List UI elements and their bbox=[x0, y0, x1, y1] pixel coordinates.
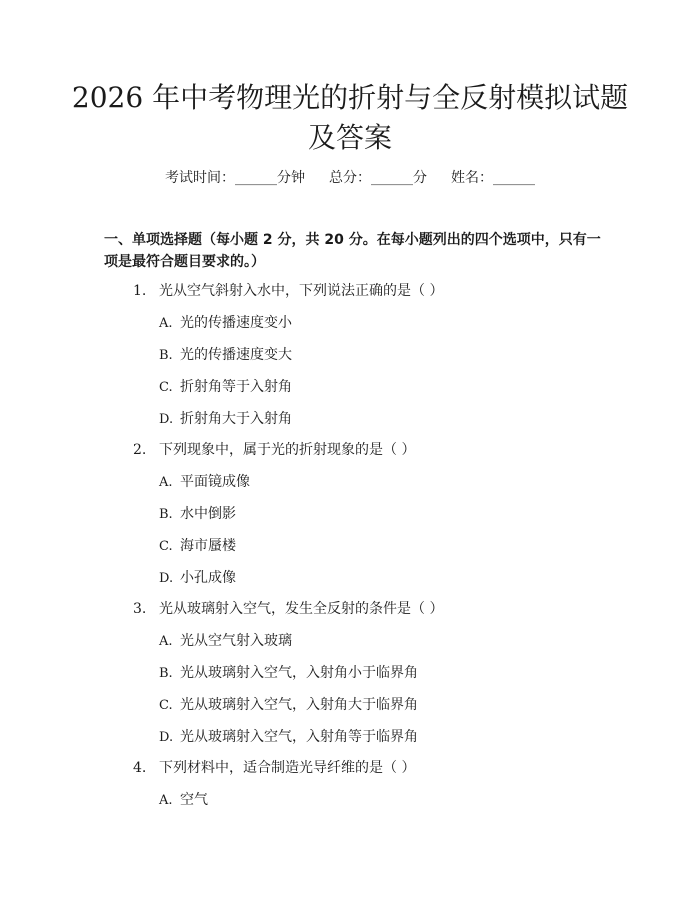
question-3-option-d bbox=[159, 727, 418, 748]
option-text: 水中倒影 bbox=[180, 506, 236, 522]
option-text: 折射角大于入射角 bbox=[180, 411, 292, 427]
option-text: 海市蜃楼 bbox=[180, 538, 236, 554]
total-score-field: 总分：______分 bbox=[329, 170, 427, 186]
question-3-option-b bbox=[159, 663, 418, 684]
option-text: 折射角等于入射角 bbox=[180, 379, 292, 395]
option-letter: D. bbox=[159, 412, 174, 427]
question-text: 光从玻璃射入空气，发生全反射的条件是（ ） bbox=[159, 601, 444, 617]
option-letter: C. bbox=[159, 380, 173, 395]
option-text: 空气 bbox=[180, 792, 208, 808]
question-2 bbox=[133, 440, 415, 460]
question-number: 4. bbox=[133, 760, 147, 776]
question-2-option-a bbox=[159, 472, 250, 493]
question-1-option-b bbox=[159, 345, 292, 366]
question-number: 3. bbox=[133, 601, 147, 617]
option-letter: C. bbox=[159, 698, 173, 713]
question-3 bbox=[133, 599, 443, 619]
option-text: 光从空气射入玻璃 bbox=[180, 633, 292, 649]
question-number: 1. bbox=[133, 283, 147, 299]
option-letter: A. bbox=[159, 475, 173, 490]
question-text: 光从空气斜射入水中，下列说法正确的是（ ） bbox=[159, 283, 444, 299]
option-text: 平面镜成像 bbox=[180, 474, 250, 490]
option-letter: B. bbox=[159, 507, 173, 522]
question-3-option-a bbox=[159, 631, 292, 652]
question-4-option-a bbox=[159, 790, 208, 811]
question-text: 下列材料中，适合制造光导纤维的是（ ） bbox=[159, 760, 416, 776]
section-heading-single-choice: 一、单项选择题（每小题 2 分，共 20 分。在每小题列出的四个选项中，只有一项是最符合题目要求的。） bbox=[104, 232, 601, 270]
question-text: 下列现象中，属于光的折射现象的是（ ） bbox=[159, 442, 416, 458]
option-letter: D. bbox=[159, 730, 174, 745]
option-letter: C. bbox=[159, 539, 173, 554]
option-letter: B. bbox=[159, 666, 173, 681]
question-1-option-d bbox=[159, 409, 292, 430]
question-number: 2. bbox=[133, 442, 147, 458]
question-2-option-d bbox=[159, 568, 236, 589]
option-letter: B. bbox=[159, 348, 173, 363]
question-4 bbox=[133, 758, 415, 778]
option-letter: A. bbox=[159, 634, 173, 649]
option-letter: D. bbox=[159, 571, 174, 586]
question-2-option-b bbox=[159, 504, 236, 525]
option-text: 光的传播速度变大 bbox=[180, 347, 292, 363]
option-text: 光的传播速度变小 bbox=[180, 315, 292, 331]
title-line-1: 2026 年中考物理光的折射与全反射模拟试题 bbox=[71, 81, 629, 114]
document-title bbox=[60, 78, 640, 158]
question-1-option-c bbox=[159, 377, 292, 398]
option-text: 光从玻璃射入空气，入射角大于临界角 bbox=[180, 697, 418, 713]
option-text: 光从玻璃射入空气，入射角小于临界角 bbox=[180, 665, 418, 681]
question-3-option-c bbox=[159, 695, 418, 716]
question-1 bbox=[133, 281, 443, 301]
title-line-2: 及答案 bbox=[307, 121, 392, 154]
question-2-option-c bbox=[159, 536, 236, 557]
question-1-option-a bbox=[159, 313, 292, 334]
option-text: 小孔成像 bbox=[180, 570, 236, 586]
exam-info-line bbox=[0, 168, 700, 188]
option-letter: A. bbox=[159, 793, 173, 808]
student-name-field: 姓名：______ bbox=[451, 170, 535, 186]
exam-time-field: 考试时间：______分钟 bbox=[165, 170, 305, 186]
option-letter: A. bbox=[159, 316, 173, 331]
option-text: 光从玻璃射入空气，入射角等于临界角 bbox=[180, 729, 418, 745]
